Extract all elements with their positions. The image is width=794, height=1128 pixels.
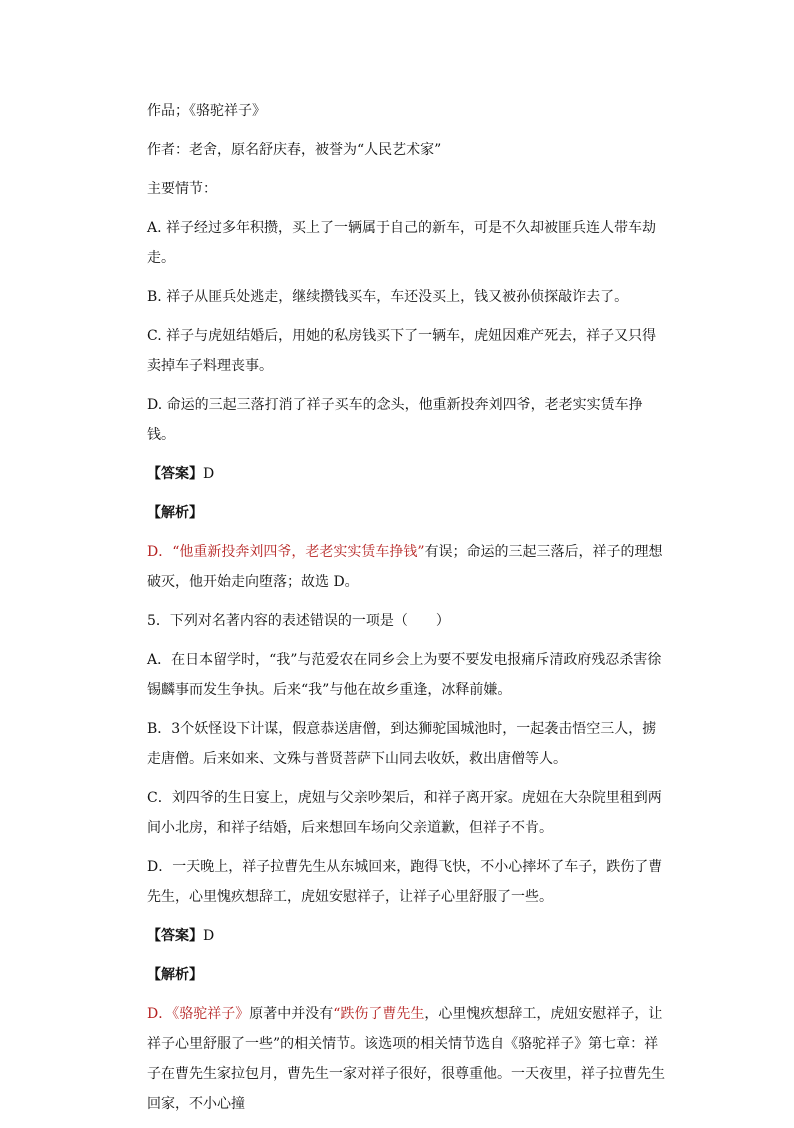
plot-option-d: D. 命运的三起三落打消了祥子买车的念头，他重新投奔刘四爷，老老实实赁车挣钱。 [147,397,643,443]
analysis-2-mid: 原著中并没有 [249,1006,334,1022]
answer-1 [147,459,667,489]
plot-option-b: B. 祥子从匪兵处逃走，继续攒钱买车，车还没买上，钱又被孙侦探敲诈去了。 [147,289,629,305]
plot-option-a: A. 祥子经过多年积攒，买上了一辆属于自己的新车，可是不久却被匪兵连人带车劫走。 [147,220,657,266]
question-5-option-a: A．在日本留学时，“我”与范爱农在同乡会上为要不要发电报痛斥清政府残忍杀害徐锡麟事而发生争执。后来“我”与他在故乡重逢，冰释前嫌。 [147,652,662,698]
answer-2-tag: 【答案】 [147,928,203,944]
analysis-1-tag: 【解析】 [147,505,203,521]
analysis-2-book: 《骆驼祥子》 [172,1006,250,1022]
question-5-option-d: D．一天晚上，祥子拉曹先生从东城回来，跑得飞快，不小心摔坏了车子，跌伤了曹先生，心里愧疚想辞工，虎妞安慰祥子，让祥子心里舒服了一些。 [147,859,663,905]
answer-1-tag: 【答案】 [147,466,203,482]
document-content [147,96,667,1128]
analysis-2-heading [147,960,667,990]
analysis-2-tag: 【解析】 [147,967,203,983]
question-5-option-c: C．刘四爷的生日宴上，虎妞与父亲吵架后，和祥子离开家。虎妞在大杂院里租到两间小北房，和祥子结婚，后来想回车场向父亲道歉，但祥子不肯。 [147,790,662,836]
answer-2 [147,921,667,951]
analysis-2-prefix: D． [147,1006,173,1022]
plot-heading: 主要情节： [147,181,217,197]
analysis-2-rest: ，心里愧疚想辞工，虎妞安慰祥子，让祥子心里舒服了一些”的相关情节。该选项的相关情节选自《骆驼祥子》第七章：祥子在曹先生家拉包月，曹先生一家对祥子很好，很尊重他。一天夜里，祥子拉曹先生回家，不小心撞 [147,1006,665,1112]
question-5-option-b: B．3个妖怪设下计谋，假意恭送唐僧，到达狮驼国城池时，一起袭击悟空三人，掳走唐僧。后来如来、文殊与普贤菩萨下山同去收妖，救出唐僧等人。 [147,721,657,767]
work-title-line: 作品；《骆驼祥子》 [147,103,266,119]
analysis-2-body [147,999,667,1119]
analysis-1-rest: 有误；命运的三起三落后，祥子的理想破灭，他开始走向堕落；故选 D。 [147,544,663,590]
analysis-1-heading [147,498,667,528]
answer-1-value: D [203,466,215,482]
analysis-1-body [147,537,667,597]
author-line: 作者：老舍，原名舒庆春，被誉为“人民艺术家” [147,142,442,158]
analysis-1-quote: “他重新投奔刘四爷，老老实实赁车挣钱” [172,544,425,560]
answer-2-value: D [203,928,215,944]
analysis-2-quote: “跌伤了曹先生 [333,1006,425,1022]
question-5-stem: 5．下列对名著内容的表述错误的一项是（ ） [147,613,450,629]
analysis-1-prefix: D． [147,544,173,560]
plot-option-c: C. 祥子与虎妞结婚后，用她的私房钱买下了一辆车，虎妞因难产死去，祥子又只得卖掉车子料理丧事。 [147,328,657,374]
